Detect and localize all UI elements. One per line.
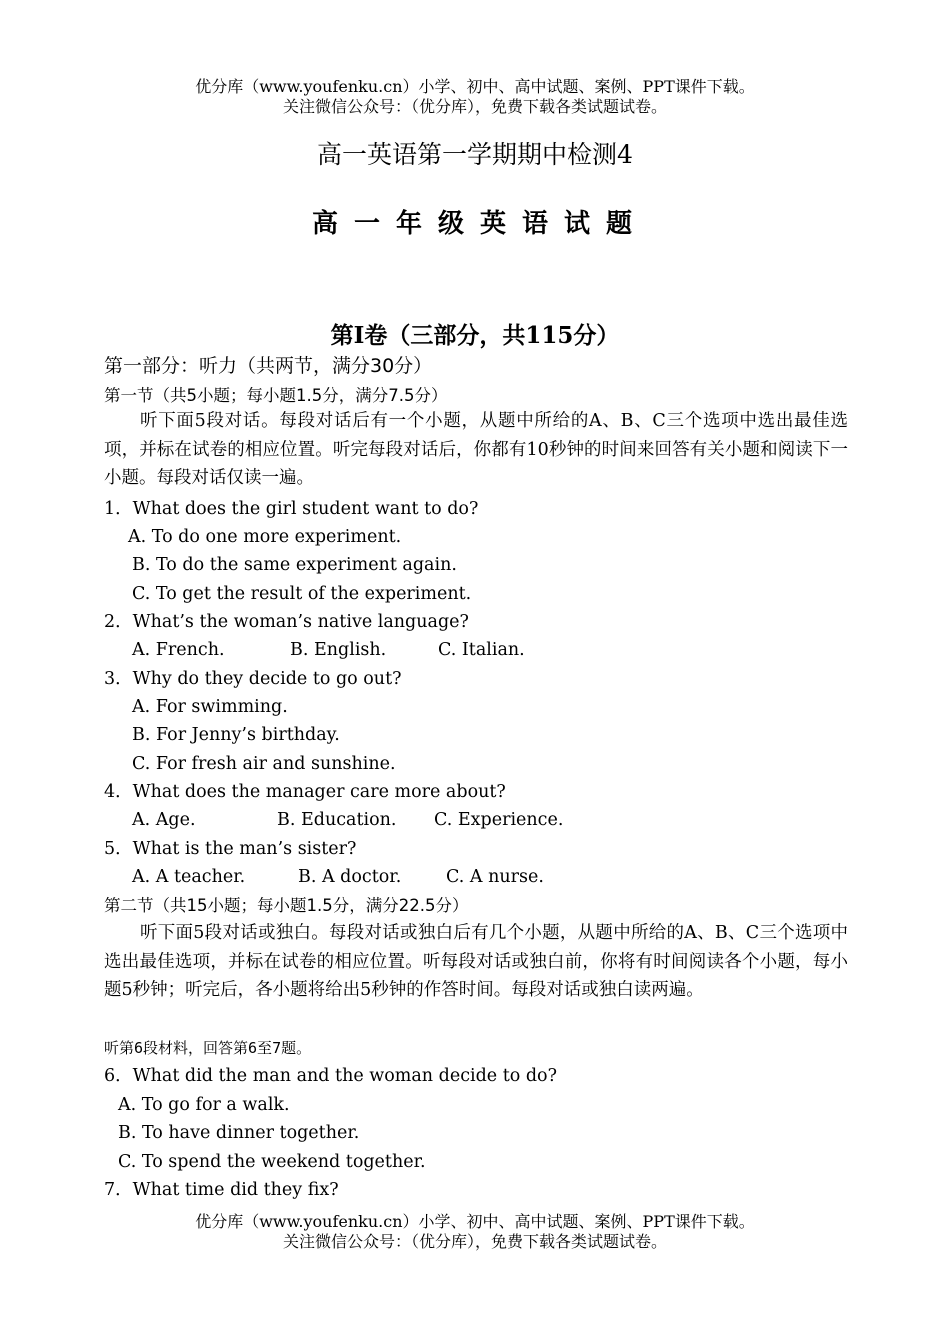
footer-ad-line-1: 优分库（www.youfenku.cn）小学、初中、高中试题、案例、PPT课件下载。 xyxy=(195,1212,755,1231)
option-a: A. French. xyxy=(132,640,225,660)
section1-instructions: 听下面5段对话。每段对话后有一个小题，从题中所给的A、B、C三个选项中选出最佳选项，并标在试卷的相应位置。听完每段对话后，你都有10秒钟的时间来回答有关小题和阅读下一小题。每段对话仅读一遍。 xyxy=(104,411,848,488)
exam-title: 高一英语第一学期期中检测4 xyxy=(317,140,633,169)
option-a: A. To go for a walk. xyxy=(118,1095,290,1115)
option-c: C. For fresh air and sunshine. xyxy=(132,754,396,774)
header-ad-line-1: 优分库（www.youfenku.cn）小学、初中、高中试题、案例、PPT课件下载。 xyxy=(195,77,755,96)
exam-subtitle: 高一年级英语试题 xyxy=(311,209,648,239)
question-stem: 5．What is the man’s sister? xyxy=(104,839,357,859)
option-c: C. A nurse. xyxy=(446,867,544,887)
question-stem: 3．Why do they decide to go out? xyxy=(104,669,402,689)
option-a: A. Age. xyxy=(132,810,196,830)
option-b: B. Education. xyxy=(277,810,397,830)
section2-heading: 第二节（共15小题；每小题1.5分，满分22.5分） xyxy=(104,896,469,915)
option-b: B. To do the same experiment again. xyxy=(132,555,457,575)
option-c: C. To spend the weekend together. xyxy=(118,1152,426,1172)
section1-heading: 第一节（共5小题；每小题1.5分，满分7.5分） xyxy=(104,386,448,405)
header-ad-line-2: 关注微信公众号：（优分库），免费下载各类试题试卷。 xyxy=(282,97,667,116)
option-a: A. For swimming. xyxy=(132,697,288,717)
footer-ad-line-2: 关注微信公众号：（优分库），免费下载各类试题试卷。 xyxy=(282,1232,667,1251)
question-stem: 7．What time did they fix? xyxy=(104,1180,339,1200)
option-c: C. Italian. xyxy=(438,640,525,660)
option-b: B. A doctor. xyxy=(298,867,402,887)
option-b: B. To have dinner together. xyxy=(118,1123,360,1143)
part1-heading: 第一部分：听力（共两节，满分30分） xyxy=(104,355,433,377)
option-c: C. Experience. xyxy=(434,810,564,830)
volume-heading: 第I卷（三部分，共115分） xyxy=(330,322,620,349)
option-a: A. A teacher. xyxy=(132,867,246,887)
option-c: C. To get the result of the experiment. xyxy=(132,584,472,604)
section2-instructions: 听下面5段对话或独白。每段对话或独白后有几个小题，从题中所给的A、B、C三个选项中选出最佳选项，并标在试卷的相应位置。听每段对话或独白前，你将有时间阅读各个小题，每小题5秒钟；听完后，各小题将给出5秒钟的作答时间。每段对话或独白读两遍。 xyxy=(104,923,848,1000)
option-a: A. To do one more experiment. xyxy=(128,527,402,547)
option-b: B. For Jenny’s birthday. xyxy=(132,725,340,745)
option-b: B. English. xyxy=(290,640,387,660)
material-note: 听第6段材料，回答第6至7题。 xyxy=(104,1039,312,1057)
question-stem: 1．What does the girl student want to do? xyxy=(104,499,479,519)
question-stem: 4．What does the manager care more about? xyxy=(104,782,506,802)
question-stem: 2．What’s the woman’s native language? xyxy=(104,612,469,632)
question-stem: 6．What did the man and the woman decide to do? xyxy=(104,1066,557,1086)
